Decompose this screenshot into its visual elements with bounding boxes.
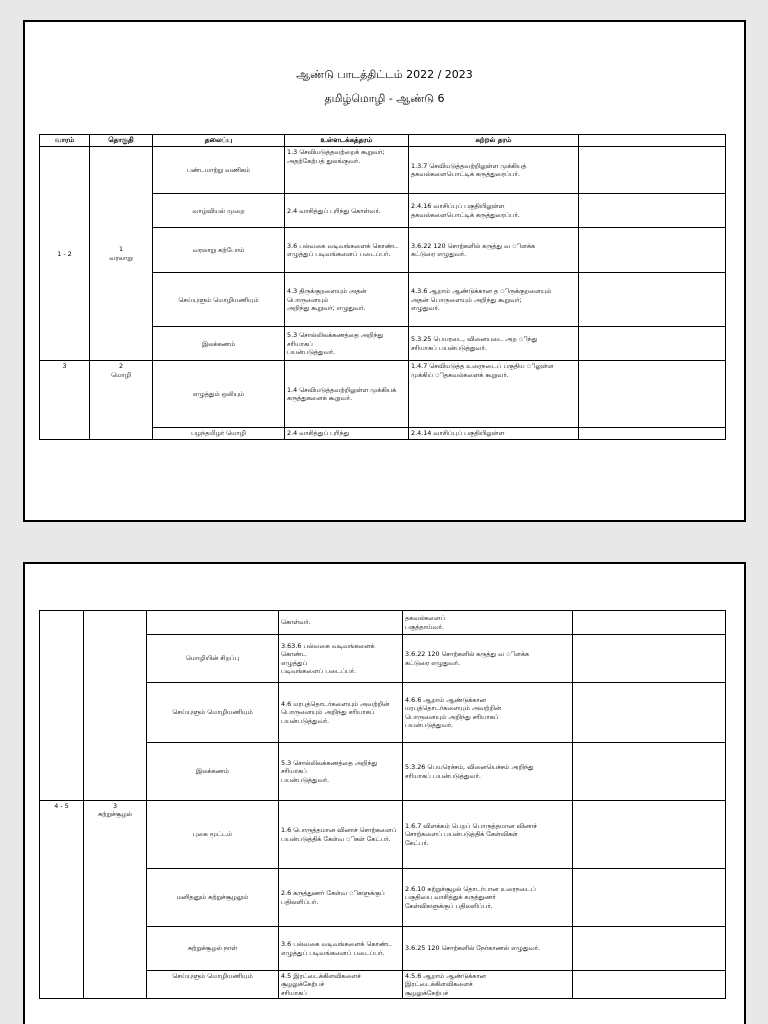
topic-cell: புகை மூட்டம் [147,801,279,869]
learning-cell: 2.6.10 சுற்றுச்சூழல் தொடர்பான உரைநடைப் பகுதியை வாசித்துக் கருத்துணர் கேள்விகளுக்குப் பதிலளிப்பர். [403,869,573,927]
document-page-2 [23,562,746,1024]
content-cell: 2.4 வாசித்துப் புரிந்து [285,428,409,439]
table-row [40,801,726,869]
notes-cell [573,869,726,927]
learning-cell: 2.4.14 வாசிப்புப் பகுதியிலுள்ள [409,428,579,439]
notes-cell [579,273,726,327]
content-cell: 1.4 செவிமடுத்தவற்றிலுள்ள முக்கியக் கருத்துகளைக் கூறுவர். [285,361,409,428]
notes-cell [573,801,726,869]
topic-cell: மனிதனும் சுற்றுச்சூழலும் [147,869,279,927]
notes-cell [579,428,726,439]
week-cell [40,611,84,801]
topic-cell: இலக்கணம் [147,743,279,801]
col-content-standard: உள்ளடக்கத்தரம் [285,135,409,147]
content-cell: 4.6 மரபுத்தொடர்களையும் அவற்றின் பொருளையும் அறிந்து சரியாகப் பயன்படுத்துவர். [279,683,403,743]
learning-cell: 4.3.6 ஆறாம் ஆண்டுக்கான த ிருக்குறளையும் அதன் பொருளையும் அறிந்து கூறுவர்; எழுதுவர். [409,273,579,327]
learning-cell: 1.6.7 விளக்கம் பெறப் பொருத்தமான வினாச் சொற்களைப் பயன்படுத்திக் கேள்விகள் கேட்பர். [403,801,573,869]
unit-cell: 1 வரலாறு [90,147,153,361]
notes-cell [579,147,726,194]
content-cell: 3.6 பல்வகை வடிவங்களைக் கொண்ட எழுத்துப் படிவங்களைப் படைப்பர். [285,228,409,273]
learning-cell: 3.6.22 120 சொற்களில் கருத்து வ ிளக்க கட்டுரை எழுதுவர். [403,635,573,683]
topic-cell: வாழ்வியல் முறை [153,194,285,228]
topic-cell: செய்யுளும் மொழியணியும் [147,971,279,999]
table-row [40,147,726,194]
notes-cell [573,635,726,683]
content-cell: 2.6 கருத்துணர் கேள்வ ிகளுக்குப் பதிலளிப்பர். [279,869,403,927]
col-learning-standard: கற்றல் தரம் [409,135,579,147]
topic-cell: மொழியின் சிறப்பு [147,635,279,683]
learning-cell: 4.5.6 ஆறாம் ஆண்டுக்கான இரட்டைக்கிளவிகளைச் சூழலுக்கேற்பச் [403,971,573,999]
topic-cell: பழந்தமிழர் மொழி [153,428,285,439]
content-cell: 4.5 இரட்டைக்கிளவிகளைச் சூழலுக்கேற்பச் சரியாகப் [279,971,403,999]
topic-cell [147,611,279,635]
notes-cell [573,611,726,635]
notes-cell [573,743,726,801]
col-week: வாரம் [40,135,90,147]
learning-cell: 2.4.16 வாசிப்புப் பகுதியிலுள்ள தகவல்களைபொட்டிக் கருத்துரைப்பர். [409,194,579,228]
unit-cell [84,611,147,801]
week-cell: 1 - 2 [40,147,90,361]
unit-cell: 2 மொழி [90,361,153,439]
notes-cell [579,228,726,273]
unit-cell: 3 சுற்றுச்சூழல் [84,801,147,999]
topic-cell: பண்டமாற்று வணிகம் [153,147,285,194]
notes-cell [579,327,726,361]
content-cell: 2.4 வாசித்துப் புரிந்து கொள்வர். [285,194,409,228]
col-topic: தலைப்பு [153,135,285,147]
scheme-table-1 [39,134,726,440]
learning-cell: 5.3.26 பெயரெச்சம், வினையெச்சம் அறிந்து சரியாகப் பயன்படுத்துவர். [403,743,573,801]
table-row [40,611,726,635]
doc-subtitle: தமிழ்மொழி - ஆண்டு 6 [324,92,445,105]
notes-cell [573,683,726,743]
col-notes [579,135,726,147]
col-unit: தொகுதி [90,135,153,147]
learning-cell: தகவல்களைப் பகுத்தாய்வர். [403,611,573,635]
topic-cell: வரலாறு கற்போம் [153,228,285,273]
topic-cell: செய்யுளும் மொழியணியும் [153,273,285,327]
notes-cell [573,971,726,999]
doc-title: ஆண்டு பாடத்திட்டம் 2022 / 2023 [296,68,473,81]
scheme-table-2 [39,610,726,999]
topic-cell: எழுத்தும் ஒலியும் [153,361,285,428]
content-cell: 4.3 திருக்குறளையும் அதன் பொருளையும் அறிந்து கூறுவர்; எழுதுவர். [285,273,409,327]
content-cell: 1.3 செவிமடுத்தவற்றைக் கூறுவர்; அதற்கேற்பத் துலங்குவர். [285,147,409,194]
content-cell: 5.3 சொல்லிலக்கணத்தை அறிந்து சரியாகப் பயன்படுத்துவர். [285,327,409,361]
content-cell: கொள்வர். [279,611,403,635]
content-cell: 5.3 சொல்லிலக்கணத்தை அறிந்து சரியாகப் பயன்படுத்துவர். [279,743,403,801]
learning-cell: 3.6.25 120 சொற்களில் நேர்காணல் எழுதுவர். [403,927,573,971]
learning-cell: 1.3.7 செவிமடுத்தவற்றிலுள்ள முக்கியத் தகவல்களைபொட்டிக் கருத்துரைப்பர். [409,147,579,194]
content-cell: 1.6 பொருத்தமான வினாச் சொற்களைப் பயன்படுத்திக் கேள்வ ிகள் கேட்பர். [279,801,403,869]
notes-cell [579,194,726,228]
learning-cell: 5.3.25 பெயரடை, வினையடை அற ிந்து சரியாகப் பயன்படுத்துவர். [409,327,579,361]
topic-cell: செய்யுளும் மொழியணியும் [147,683,279,743]
topic-cell: இலக்கணம் [153,327,285,361]
document-page-1 [23,20,746,522]
content-cell: 3.6 பல்வகை வடிவங்களைக் கொண்ட எழுத்துப் படிவங்களைப் படைப்பர். [279,927,403,971]
topic-cell: சுற்றுச்சூழல் நாள் [147,927,279,971]
week-cell: 4 - 5 [40,801,84,999]
learning-cell: 3.6.22 120 சொற்களில் கருத்து வ ிளக்க கட்டுரை எழுதுவர். [409,228,579,273]
table-header-row [40,135,726,147]
notes-cell [579,361,726,428]
content-cell: 3.63.6 பல்வகை வடிவங்களைக் கொண்ட எழுத்துப் படிவங்களைப் படைப்பர். [279,635,403,683]
week-cell: 3 [40,361,90,439]
learning-cell: 4.6.6 ஆறாம் ஆண்டுக்கான மரபுத்தொடர்களையும் அவற்றின் பொருளையும் அறிந்து சரியாகப் பயன்படுத்துவர். [403,683,573,743]
table-row [40,361,726,428]
notes-cell [573,927,726,971]
learning-cell: 1.4.7 செவிமடுத்த உரைநடைப் பகுதிய ிலுள்ள முக்கிய் ிதகவல்களைக் கூறுவர். [409,361,579,428]
